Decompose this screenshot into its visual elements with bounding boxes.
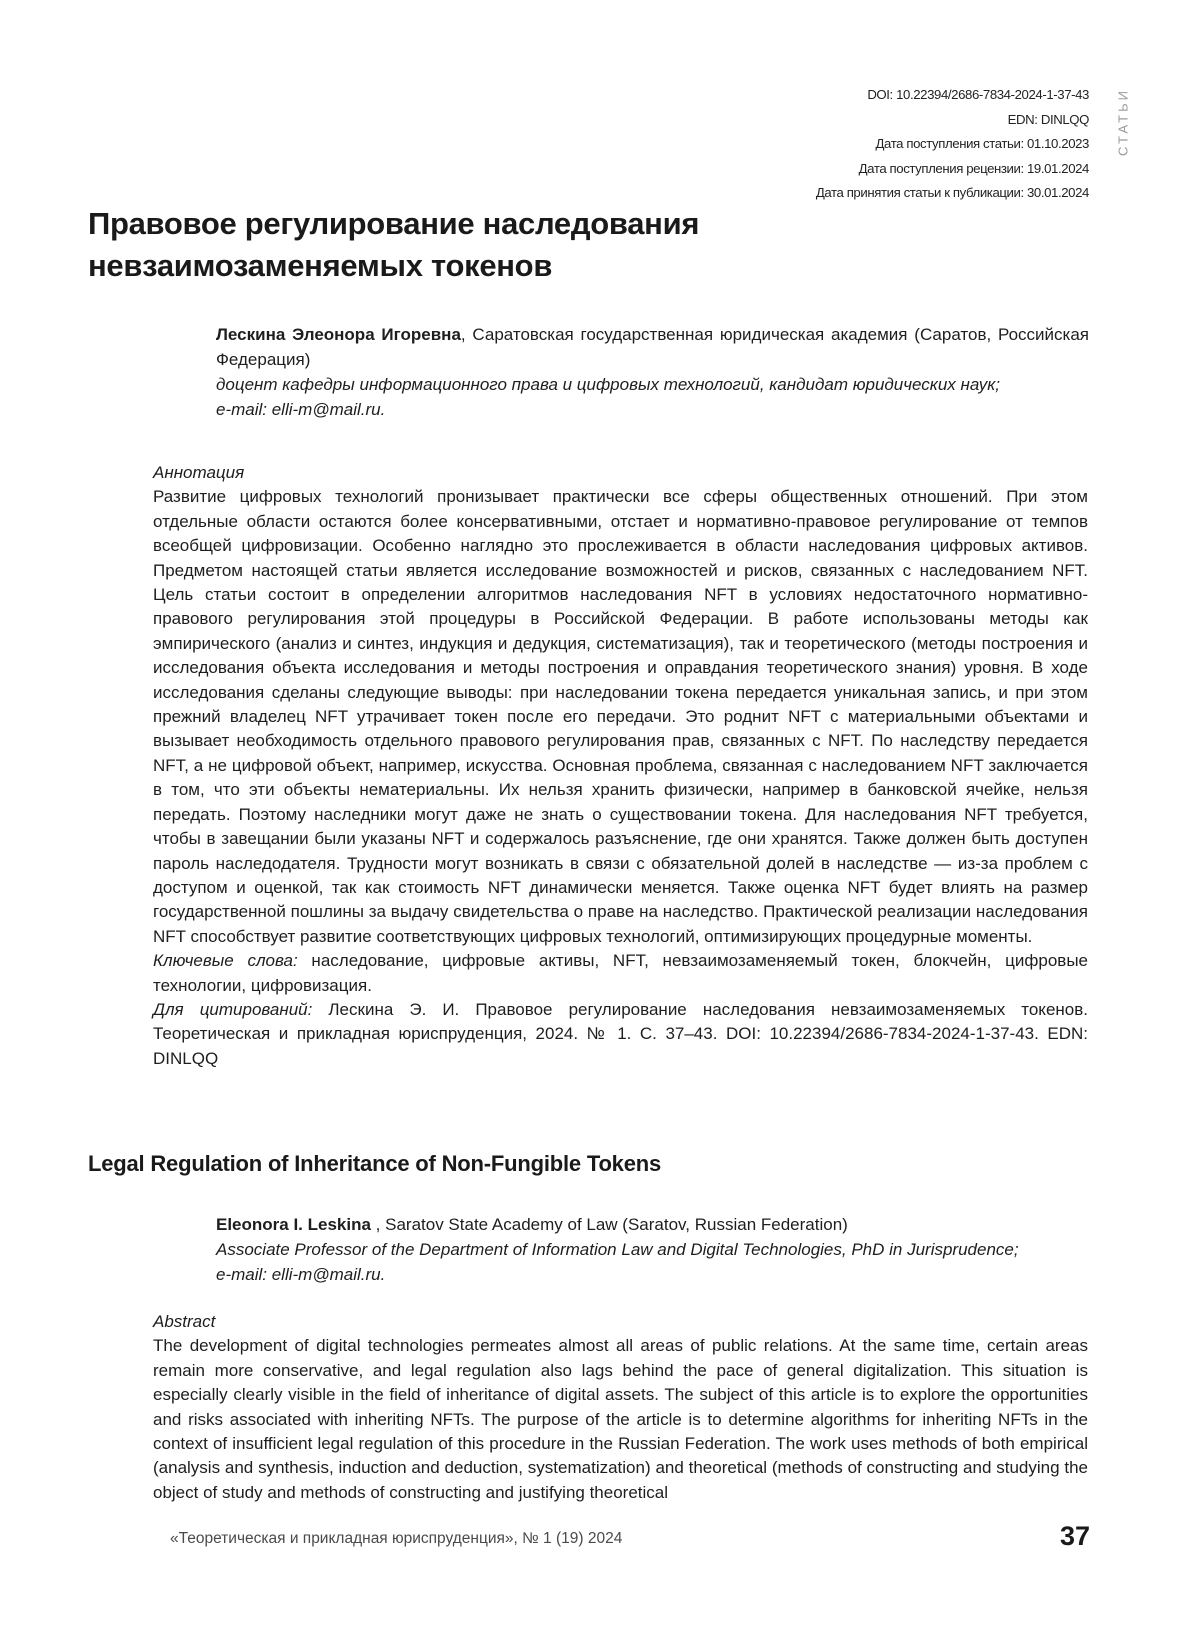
- article-metadata: [816, 83, 1089, 206]
- author-block-ru: [216, 322, 1089, 422]
- abstract-text-ru: Развитие цифровых технологий пронизывает практически все сферы общественных отношений. При этом отдельные области остаются более консервативными, отстает и нормативно-правовое регулирование от темпов всеобщей цифровизации. Особенно наглядно это прослеживается в области наследования цифровых активов. Предметом настоящей статьи является исследование возможностей и рисков, связанных с наследованием NFT. Цель статьи состоит в определении алгоритмов наследования NFT в условиях недостаточного нормативно-правового регулирования этой процедуры в Российской Федерации. В работе использованы методы как эмпирического (анализ и синтез, индукция и дедукция, систематизация), так и теоретического (методы построения и исследования объекта исследования и методы построения и оправдания теоретического знания) уровня. В ходе исследования сделаны следующие выводы: при наследовании токена передается уникальная запись, и при этом прежний владелец NFT утрачивает токен после его передачи. Это роднит NFT с материальными объектами и вызывает необходимость отдельного правового регулирования прав, связанных с NFT. По наследству передается NFT, а не цифровой объект, например, искусства. Основная проблема, связанная с наследованием NFT заключается в том, что эти объекты нематериальны. Их нельзя хранить физически, например в банковской ячейке, нельзя передать. Поэтому наследники могут даже не знать о существовании токена. Для наследования NFT требуется, чтобы в завещании были указаны NFT и содержалось разъяснение, где они хранятся. Также должен быть доступен пароль наследодателя. Трудности могут возникать в связи с обязательной долей в наследстве — из-за проблем с доступом и оценкой, так как стоимость NFT динамически меняется. Также оценка NFT будет влиять на размер государственной пошлины за выдачу свидетельства о праве на наследство. Практической реализации наследования NFT способствует развитие соответствующих цифровых технологий, оптимизирующих процедурные моменты.: [153, 487, 1088, 946]
- abstract-text-en: The development of digital technologies permeates almost all areas of public relations. At the same time, certain areas remain more conservative, and legal regulation also lags behind the pace of general digitalization. This situation is especially clearly visible in the field of inheritance of digital assets. The subject of this article is to explore the opportunities and risks associated with inheriting NFTs. The purpose of the article is to determine algorithms for inheriting NFTs in the context of insufficient legal regulation of this procedure in the Russian Federation. The work uses methods of both empirical (analysis and synthesis, induction and deduction, systematization) and theoretical (methods of constructing and studying the object of study and methods of constructing and justifying theoretical: [153, 1336, 1088, 1502]
- abstract-en: [153, 1310, 1088, 1505]
- author-line-en: [216, 1212, 1089, 1237]
- page-number: 37: [1059, 1521, 1090, 1551]
- edn: EDN: DINLQQ: [1007, 111, 1089, 127]
- doi: DOI: 10.22394/2686-7834-2024-1-37-43: [867, 87, 1089, 102]
- section-label: [1113, 77, 1133, 167]
- article-title-ru: Правовое регулирование наследования невзаимозаменяемых токенов: [88, 206, 700, 283]
- author-line-ru: [216, 322, 1089, 372]
- author-block-en: [216, 1212, 1089, 1287]
- accepted-date: Дата принятия статьи к публикации: 30.01.2024: [815, 185, 1089, 201]
- review-date: Дата поступления рецензии: 19.01.2024: [858, 160, 1089, 176]
- keywords-text-ru: наследование, цифровые активы, NFT, невзаимозаменяемый токен, блокчейн, цифровые технологии, цифровизация.: [153, 951, 1088, 995]
- author-name-en: Eleonora I. Leskina: [216, 1215, 371, 1234]
- author-position-en: Associate Professor of the Department of Information Law and Digital Technologies, PhD in Jurisprudence;: [216, 1240, 1019, 1259]
- author-email-en: e-mail: elli-m@mail.ru.: [216, 1265, 386, 1284]
- author-affiliation-en: , Saratov State Academy of Law (Saratov, Russian Federation): [370, 1215, 848, 1234]
- author-name-ru: Лескина Элеонора Игоревна: [216, 325, 461, 344]
- received-date: Дата поступления статьи: 01.10.2023: [875, 136, 1089, 152]
- author-email-ru: e-mail: elli-m@mail.ru.: [216, 400, 386, 419]
- citation-text-ru: Лескина Э. И. Правовое регулирование наследования невзаимозаменяемых токенов. Теоретическая и прикладная юриспруденция, 2024. № 1. С. 37–43. DOI: 10.22394/2686-7834-2024-1-37-43. EDN: DINLQQ: [153, 999, 1088, 1068]
- author-position-ru: доцент кафедры информационного права и цифровых технологий, кандидат юридических наук;: [216, 375, 1001, 394]
- abstract-ru: [153, 461, 1088, 1071]
- abstract-heading-en: Abstract: [153, 1312, 216, 1331]
- keywords-label-ru: Ключевые слова:: [153, 951, 298, 971]
- keywords-ru: [153, 949, 1088, 998]
- citation-label-ru: Для цитирований:: [153, 999, 313, 1019]
- abstract-heading-ru: Аннотация: [153, 463, 245, 482]
- citation-ru: [153, 998, 1088, 1071]
- section-label-text: СТАТЬИ: [1115, 88, 1131, 156]
- footer-journal-name: «Теоретическая и прикладная юриспруденция», № 1 (19) 2024: [170, 1530, 623, 1547]
- article-title-en: Legal Regulation of Inheritance of Non-Fungible Tokens: [88, 1151, 662, 1176]
- author-affiliation-ru: , Саратовская государственная юридическая академия (Саратов, Российская Федерация): [216, 325, 1089, 369]
